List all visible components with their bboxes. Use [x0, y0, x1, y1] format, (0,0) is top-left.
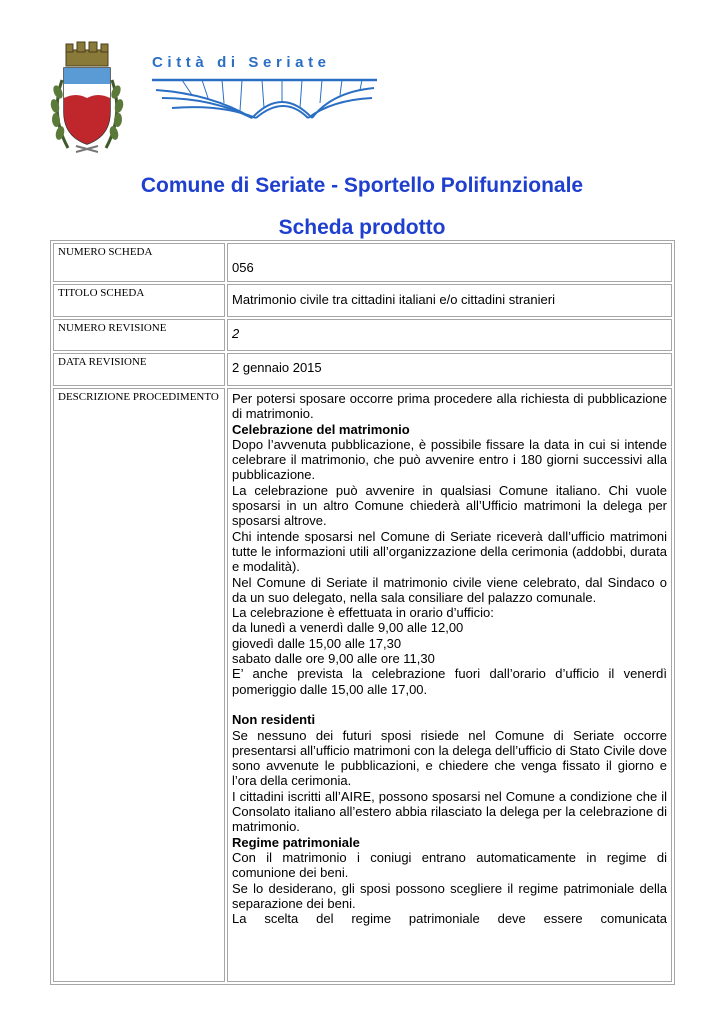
paragraph: La celebrazione è effettuata in orario d’ufficio: — [232, 605, 494, 621]
paragraph: Se lo desiderano, gli sposi possono scegliere il regime patrimoniale della separazione dei beni. — [232, 880, 667, 911]
paragraph: Dopo l’avvenuta pubblicazione, è possibile fissare la data in cui si intende celebrare il matrimonio, che può avvenire entro i 180 giorni successivi alla pubblicazione. — [232, 436, 667, 483]
paragraph: Con il matrimonio i coniugi entrano automaticamente in regime di comunione dei beni. — [232, 849, 667, 881]
row-label: DATA REVISIONE — [53, 353, 225, 386]
titolo-scheda-value: Matrimonio civile tra cittadini italiani e/o cittadini stranieri — [227, 284, 672, 317]
table-row — [53, 388, 672, 982]
row-label: NUMERO REVISIONE — [53, 319, 225, 351]
city-logo — [152, 54, 377, 124]
paragraph: sabato dalle ore 9,00 alle ore 11,30 — [232, 651, 435, 667]
page-title: Comune di Seriate - Sportello Polifunzionale — [140, 174, 584, 197]
data-revisione-value: 2 gennaio 2015 — [227, 353, 672, 386]
paragraph: I cittadini iscritti all’AIRE, possono sposarsi nel Comune a condizione che il Consolato italiano all’estero abbia rilasciato la delega per la celebrazione di matrimonio. — [232, 788, 667, 835]
bridge-logo-icon — [152, 68, 377, 122]
paragraph: Se nessuno dei futuri sposi risiede nel Comune di Seriate occorre presentarsi all’ufficio matrimoni con la delega dell’ufficio di Stato Civile dove sono avvenute le pubblicazioni, e chiedere che venga fissato il giorno e l’ora della cerimonia. — [232, 727, 667, 789]
paragraph: Nel Comune di Seriate il matrimonio civile viene celebrato, dal Sindaco o da un suo delegato, nella sala consiliare del palazzo comunale. — [232, 574, 667, 605]
paragraph: giovedì dalle 15,00 alle 17,30 — [232, 635, 402, 651]
paragraph: La scelta del regime patrimoniale deve essere comunicata — [232, 911, 667, 927]
description-text — [232, 391, 667, 979]
product-sheet-table — [50, 240, 675, 985]
table-row — [53, 243, 672, 282]
section-heading: Regime patrimoniale — [232, 834, 360, 850]
paragraph: Per potersi sposare occorre prima procedere alla richiesta di pubblicazione di matrimonio. — [232, 391, 667, 422]
descrizione-procedimento-value — [227, 388, 672, 982]
city-crest-icon — [48, 40, 126, 158]
table-row — [53, 353, 672, 386]
row-label: NUMERO SCHEDA — [53, 243, 225, 282]
paragraph: da lunedì a venerdì dalle 9,00 alle 12,00 — [232, 620, 464, 636]
paragraph: La celebrazione può avvenire in qualsiasi Comune italiano. Chi vuole sposarsi in un altro Comune chiederà all’Ufficio matrimoni la delega per sposarsi altrove. — [232, 482, 667, 529]
row-label: DESCRIZIONE PROCEDIMENTO — [53, 388, 225, 982]
paragraph: E’ anche prevista la celebrazione fuori dall’orario d’ufficio il venerdì pomeriggio dalle 15,00 alle 17,00. — [232, 666, 667, 697]
table-row — [53, 284, 672, 317]
paragraph: Chi intende sposarsi nel Comune di Seriate riceverà dall’ufficio matrimoni tutte le informazioni utili all’organizzazione della cerimonia (addobbi, durata e modalità). — [232, 528, 667, 575]
table-row — [53, 319, 672, 351]
spacer — [232, 697, 667, 712]
numero-scheda-value: 056 — [227, 243, 672, 282]
section-heading: Celebrazione del matrimonio — [232, 421, 410, 437]
row-label: TITOLO SCHEDA — [53, 284, 225, 317]
numero-revisione-value: 2 — [227, 319, 672, 351]
logo-text: Città di Seriate — [152, 54, 331, 71]
section-heading: Non residenti — [232, 712, 316, 728]
page-subtitle: Scheda prodotto — [278, 216, 446, 239]
